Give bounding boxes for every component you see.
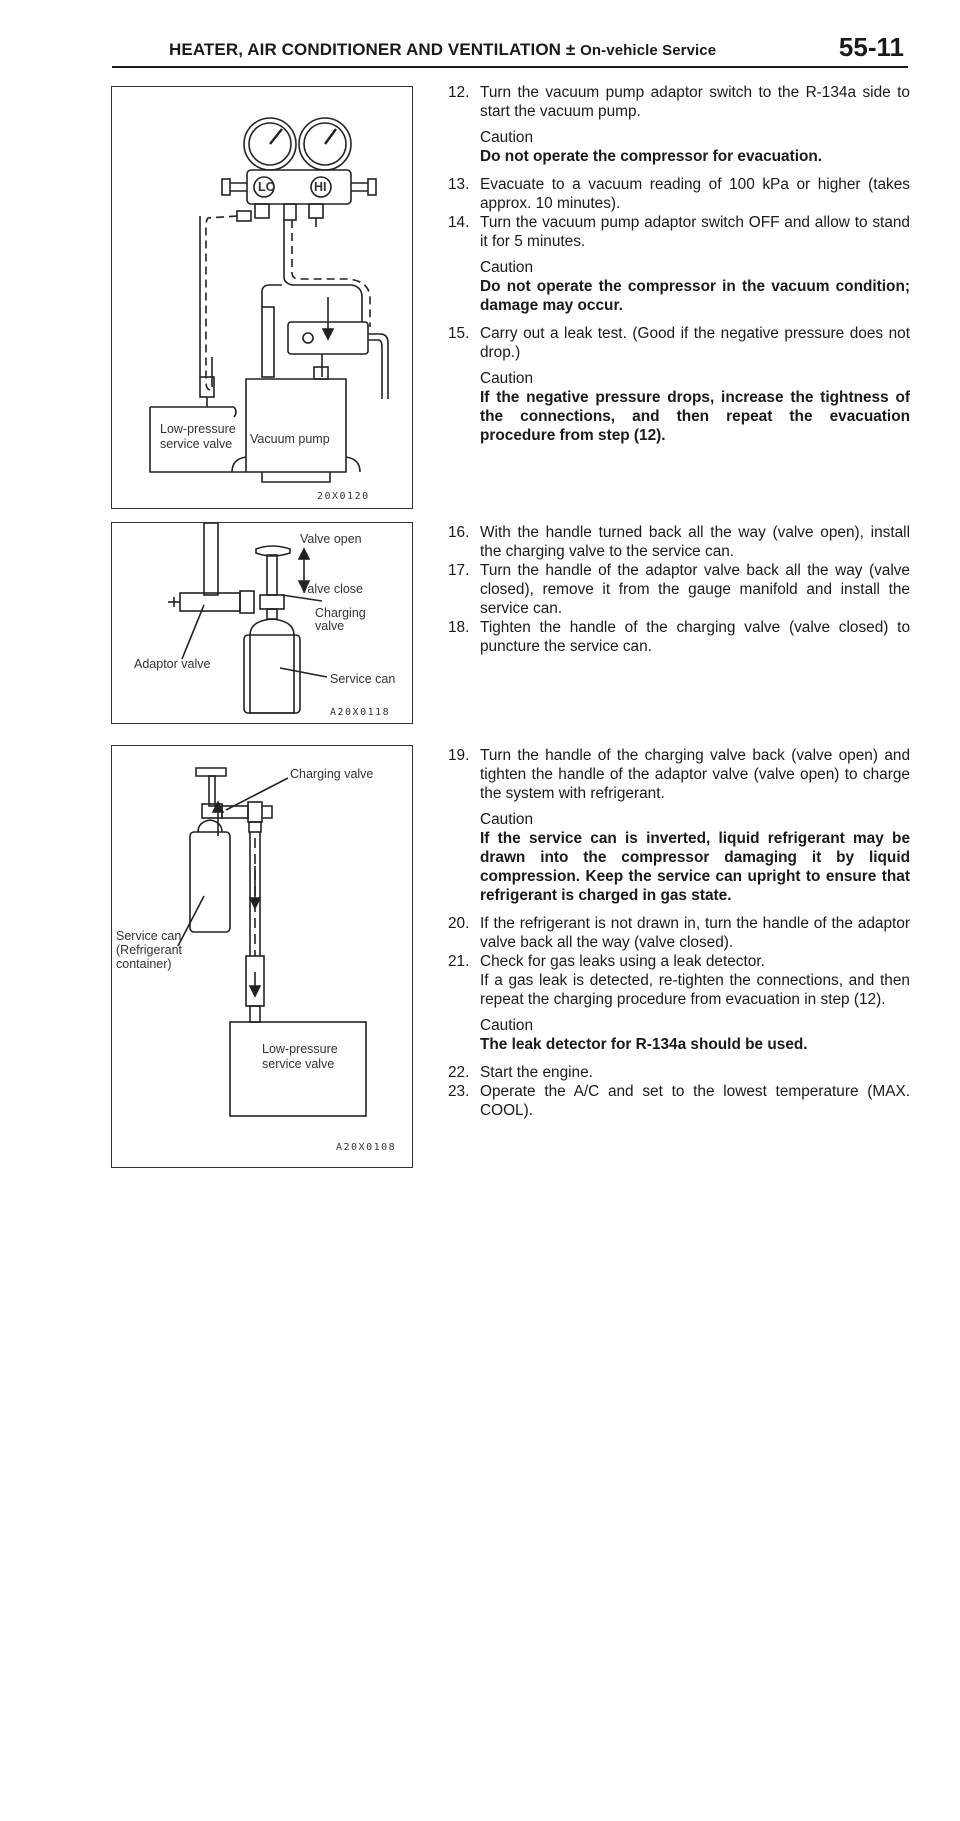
procedure-section-evacuation bbox=[448, 83, 910, 454]
valve-close-label: Valve close bbox=[300, 582, 363, 596]
step-text: Carry out a leak test. (Good if the negative pressure does not drop.) bbox=[480, 325, 910, 361]
page-number: 55-11 bbox=[838, 32, 904, 62]
step-text: Evacuate to a vacuum reading of 100 kPa or higher (takes approx. 10 minutes). bbox=[480, 176, 910, 212]
step-number: 16. bbox=[448, 524, 470, 541]
step-number: 17. bbox=[448, 562, 470, 579]
step-text: Tighten the handle of the charging valve (valve closed) to puncture the service can. bbox=[480, 619, 910, 655]
figure-code: A20X0108 bbox=[336, 1142, 397, 1153]
lo-gauge-label: LO bbox=[258, 180, 276, 194]
caution-block bbox=[480, 128, 910, 166]
low-pressure-valve-label-2: service valve bbox=[160, 437, 233, 451]
step-text: Turn the vacuum pump adaptor switch to the R-134a side to start the vacuum pump. bbox=[480, 84, 910, 120]
header-section-title: HEATER, AIR CONDITIONER AND VENTILATION ± bbox=[169, 40, 576, 59]
step-text: Operate the A/C and set to the lowest temperature (MAX. COOL). bbox=[480, 1083, 910, 1119]
step-text: If a gas leak is detected, re-tighten the connections, and then repeat the charging procedure from evacuation in step (12). bbox=[480, 972, 910, 1008]
caution-title: Caution bbox=[480, 259, 534, 276]
step-number: 20. bbox=[448, 915, 470, 932]
valve-open-label: Valve open bbox=[300, 532, 362, 546]
low-pressure-valve-label-1: Low-pressure bbox=[160, 422, 236, 436]
step-item bbox=[448, 561, 910, 618]
step-item bbox=[448, 618, 910, 656]
figure-charging bbox=[111, 745, 413, 1168]
step-item bbox=[448, 952, 910, 971]
step-number: 18. bbox=[448, 619, 470, 636]
step-text: Turn the handle of the adaptor valve back all the way (valve closed), remove it from the gauge manifold and install the service can. bbox=[480, 562, 910, 617]
charging-valve-label: Charging valve bbox=[290, 767, 374, 781]
procedure-section-install-can bbox=[448, 523, 910, 656]
charging-valve-label-2: valve bbox=[315, 619, 345, 633]
low-pressure-valve-label-1: Low-pressure bbox=[262, 1042, 338, 1056]
caution-block bbox=[480, 369, 910, 445]
step-number: 19. bbox=[448, 747, 470, 764]
step-text: Turn the vacuum pump adaptor switch OFF and allow to stand it for 5 minutes. bbox=[480, 214, 910, 250]
caution-title: Caution bbox=[480, 811, 534, 828]
step-number: 15. bbox=[448, 325, 470, 342]
figure-adaptor-valve bbox=[111, 522, 413, 724]
low-pressure-valve-label-2: service valve bbox=[262, 1057, 335, 1071]
step-text: Start the engine. bbox=[480, 1064, 593, 1081]
step-item bbox=[448, 971, 910, 1009]
figure-code: 20X0120 bbox=[317, 491, 370, 502]
caution-text: The leak detector for R-134a should be used. bbox=[480, 1036, 808, 1053]
service-can-label: Service can bbox=[330, 672, 396, 686]
step-number: 21. bbox=[448, 953, 470, 970]
caution-title: Caution bbox=[480, 1017, 534, 1034]
step-number: 23. bbox=[448, 1083, 470, 1100]
step-text: Check for gas leaks using a leak detector. bbox=[480, 953, 765, 970]
step-item bbox=[448, 324, 910, 362]
header-title bbox=[169, 40, 716, 60]
step-item bbox=[448, 523, 910, 561]
step-text: Turn the handle of the charging valve back (valve open) and tighten the handle of the adaptor valve (valve open) to charge the system with refrigerant. bbox=[480, 747, 910, 802]
header-subtitle: On-vehicle Service bbox=[580, 42, 717, 59]
service-can-label-3: container) bbox=[116, 957, 172, 971]
figure-charging-drawing bbox=[112, 746, 412, 1167]
step-number: 13. bbox=[448, 176, 470, 193]
adaptor-valve-label: Adaptor valve bbox=[134, 657, 211, 671]
figure-vacuum-pump-drawing bbox=[112, 87, 412, 508]
step-item bbox=[448, 175, 910, 213]
caution-block bbox=[480, 810, 910, 905]
step-item bbox=[448, 83, 910, 121]
procedure-section-charging bbox=[448, 746, 910, 1120]
step-item bbox=[448, 746, 910, 803]
figure-code: A20X0118 bbox=[330, 707, 391, 718]
caution-block bbox=[480, 258, 910, 315]
hi-gauge-label: HI bbox=[314, 180, 327, 194]
figure-vacuum-pump bbox=[111, 86, 413, 509]
page-header bbox=[112, 30, 908, 68]
step-number: 12. bbox=[448, 84, 470, 101]
caution-text: Do not operate the compressor for evacuation. bbox=[480, 148, 823, 165]
step-item bbox=[448, 1063, 910, 1082]
step-number: 14. bbox=[448, 214, 470, 231]
service-can-label-2: (Refrigerant bbox=[116, 943, 182, 957]
step-text: If the refrigerant is not drawn in, turn the handle of the adaptor valve back all the way (valve closed). bbox=[480, 915, 910, 951]
caution-title: Caution bbox=[480, 129, 534, 146]
vacuum-pump-label: Vacuum pump bbox=[250, 432, 330, 446]
step-item bbox=[448, 213, 910, 251]
figure-adaptor-valve-drawing bbox=[112, 523, 412, 723]
service-can-label-1: Service can bbox=[116, 929, 182, 943]
charging-valve-label-1: Charging bbox=[315, 606, 366, 620]
caution-text: If the service can is inverted, liquid refrigerant may be drawn into the compressor damaging it by liquid compression. Keep the service can upright to ensure that refrigerant is charged in gas state. bbox=[480, 830, 910, 904]
caution-block bbox=[480, 1016, 910, 1054]
step-text: With the handle turned back all the way (valve open), install the charging valve to the service can. bbox=[480, 524, 910, 560]
caution-text: Do not operate the compressor in the vacuum condition; damage may occur. bbox=[480, 278, 910, 314]
step-number: 22. bbox=[448, 1064, 470, 1081]
step-item bbox=[448, 914, 910, 952]
step-item bbox=[448, 1082, 910, 1120]
caution-text: If the negative pressure drops, increase the tightness of the connections, and then repeat the evacuation procedure from step (12). bbox=[480, 389, 910, 444]
caution-title: Caution bbox=[480, 370, 534, 387]
